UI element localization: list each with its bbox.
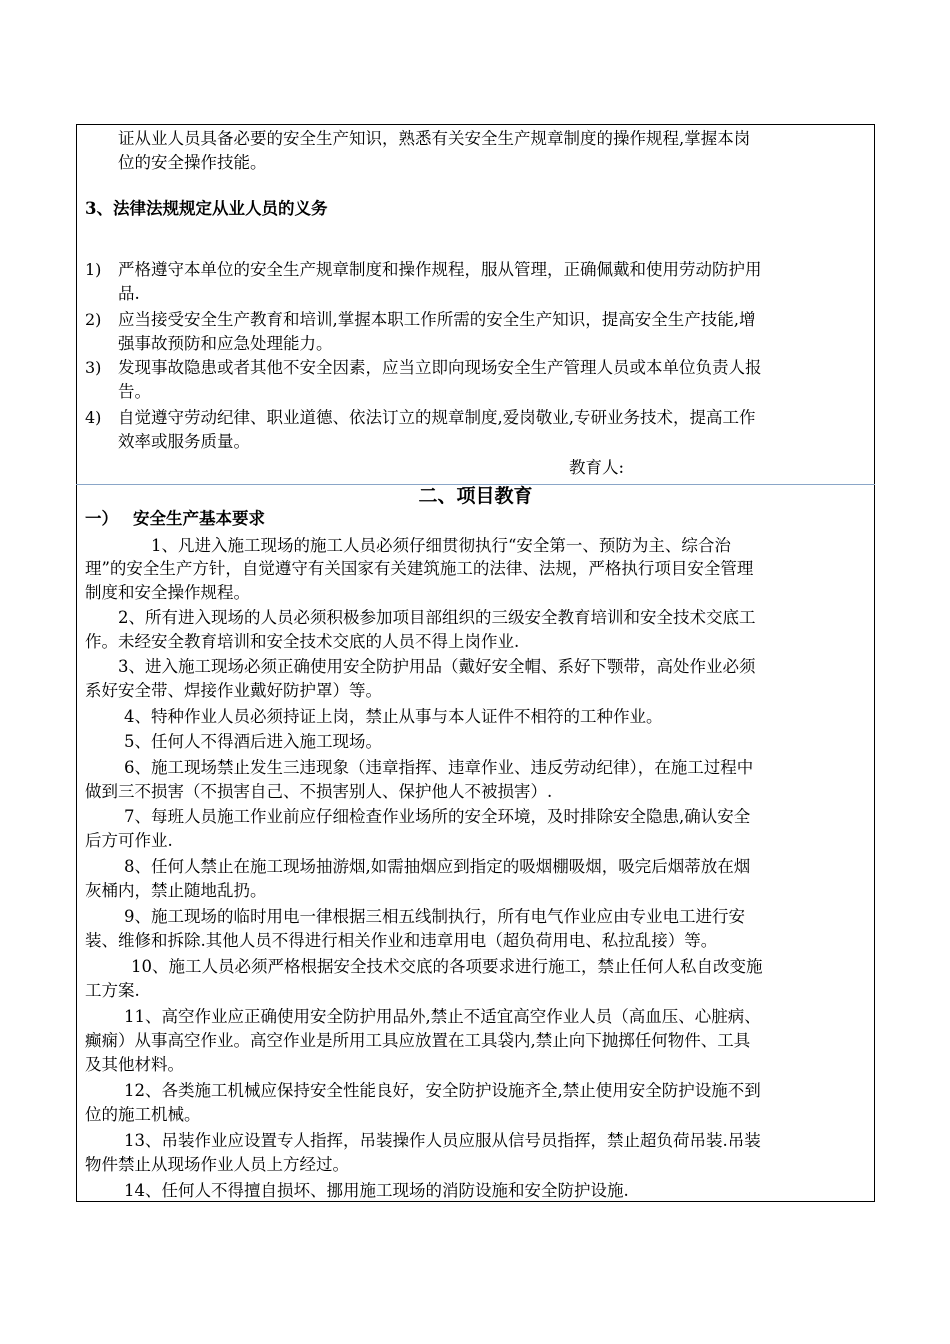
rule-line: 工方案.	[85, 981, 140, 1000]
rule-line: 9、施工现场的临时用电一律根据三相五线制执行，所有电气作业应由专业电工进行安	[124, 907, 745, 926]
duty-line: 自觉遵守劳动纪律、职业道德、依法订立的规章制度,爱岗敬业,专研业务技术，提高工作	[118, 408, 756, 427]
rule-line: 作。未经安全教育培训和安全技术交底的人员不得上岗作业.	[85, 632, 520, 651]
duty-number: 2)	[85, 310, 102, 329]
rule-line: 理”的安全生产方针，自觉遵守有关国家有关建筑施工的法律、法规，严格执行项目安全管理	[85, 559, 754, 578]
duty-line: 发现事故隐患或者其他不安全因素，应当立即向现场安全生产管理人员或本单位负责人报	[118, 358, 762, 377]
rule-line: 2、所有进入现场的人员必须积极参加项目部组织的三级安全教育培训和安全技术交底工	[118, 608, 756, 627]
duty-line: 应当接受安全生产教育和培训,掌握本职工作所需的安全生产知识，提高安全生产技能,增	[118, 310, 756, 329]
rule-line: 12、各类施工机械应保持安全性能良好，安全防护设施齐全,禁止使用安全防护设施不到	[124, 1081, 761, 1100]
educator-label: 教育人:	[569, 458, 625, 477]
rule-line: 11、高空作业应正确使用安全防护用品外,禁止不适宜高空作业人员（高血压、心脏病、	[124, 1007, 761, 1026]
rule-line: 癫痫）从事高空作业。高空作业是所用工具应放置在工具袋内,禁止向下抛掷任何物件、工具	[85, 1031, 751, 1050]
duty-line: 效率或服务质量。	[118, 432, 250, 451]
rule-line: 3、进入施工现场必须正确使用安全防护用品（戴好安全帽、系好下颚带，高处作业必须	[118, 657, 756, 676]
duty-number: 3)	[85, 358, 102, 377]
rule-line: 6、施工现场禁止发生三违现象（违章指挥、违章作业、违反劳动纪律），在施工过程中	[124, 758, 754, 777]
rule-line: 7、每班人员施工作业前应仔细检查作业场所的安全环境，及时排除安全隐患,确认安全	[124, 807, 751, 826]
rule-line: 8、任何人禁止在施工现场抽游烟,如需抽烟应到指定的吸烟棚吸烟，吸完后烟蒂放在烟	[124, 857, 751, 876]
duty-line: 告。	[118, 382, 151, 401]
rule-line: 10、施工人员必须严格根据安全技术交底的各项要求进行施工，禁止任何人私自改变施	[131, 957, 763, 976]
rule-line: 灰桶内，禁止随地乱扔。	[85, 881, 267, 900]
duty-number: 4)	[85, 408, 102, 427]
subheading-number: 一）	[85, 509, 118, 528]
rule-line: 做到三不损害（不损害自己、不损害别人、保护他人不被损害）.	[85, 782, 553, 801]
rule-line: 物件禁止从现场作业人员上方经过。	[85, 1155, 349, 1174]
rule-line: 4、特种作业人员必须持证上岗，禁止从事与本人证件不相符的工种作业。	[124, 707, 663, 726]
rule-line: 装、维修和拆除.其他人员不得进行相关作业和违章用电（超负荷用电、私拉乱接）等。	[85, 931, 718, 950]
rule-line: 制度和安全操作规程。	[85, 583, 250, 602]
intro-line: 证从业人员具备必要的安全生产知识，熟悉有关安全生产规章制度的操作规程,掌握本岗	[118, 129, 751, 148]
duties-heading: 3、法律法规规定从业人员的义务	[85, 199, 328, 218]
rule-line: 1、凡进入施工现场的施工人员必须仔细贯彻执行“安全第一、预防为主、综合治	[151, 536, 731, 555]
duty-line: 严格遵守本单位的安全生产规章制度和操作规程，服从管理，正确佩戴和使用劳动防护用	[118, 260, 762, 279]
subheading: 安全生产基本要求	[133, 509, 265, 528]
intro-line: 位的安全操作技能。	[118, 153, 267, 172]
rule-line: 位的施工机械。	[85, 1105, 201, 1124]
rule-line: 13、吊装作业应设置专人指挥，吊装操作人员应服从信号员指挥，禁止超负荷吊装.吊装	[124, 1131, 761, 1150]
duty-line: 品.	[118, 284, 140, 303]
section-title: 二、项目教育	[418, 485, 533, 507]
duty-number: 1)	[85, 260, 102, 279]
rule-line: 及其他材料。	[85, 1055, 184, 1074]
rule-line: 5、任何人不得酒后进入施工现场。	[124, 732, 382, 751]
rule-line: 后方可作业.	[85, 831, 173, 850]
rule-line: 14、任何人不得擅自损坏、挪用施工现场的消防设施和安全防护设施.	[124, 1181, 629, 1200]
duty-line: 强事故预防和应急处理能力。	[118, 334, 333, 353]
rule-line: 系好安全带、焊接作业戴好防护罩）等。	[85, 681, 382, 700]
